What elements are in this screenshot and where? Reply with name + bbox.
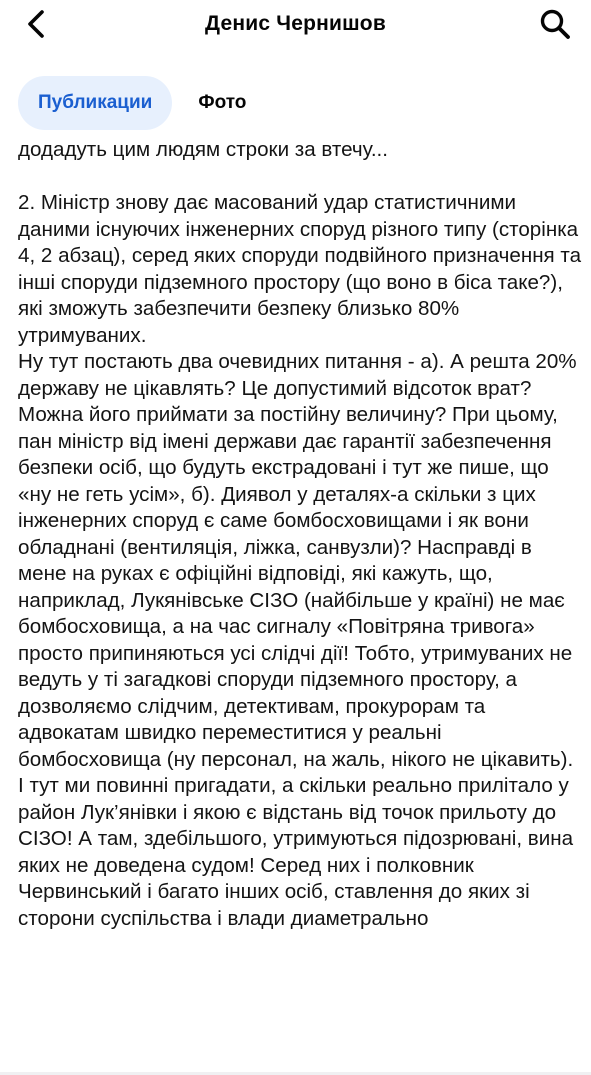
top-bar <box>0 0 591 52</box>
search-icon <box>539 8 571 40</box>
page-title: Денис Чернишов <box>205 12 386 35</box>
tab-photos[interactable]: Фото <box>198 92 247 113</box>
tab-publications[interactable]: Публикации <box>18 76 172 130</box>
post-text: додадуть цим людям строки за втечу... 2. Міністр знову дає масований удар статистичними даними існуючих інженерних споруд різного типу (сторінка 4, 2 абзац), серед яких споруди подвійного призначення та інші споруди підземного простору (що воно в біса таке?), які зможуть забезпечити безпеку близько 80% утримуваних. Ну тут постають два очевидних питання - а). А решта 20% державу не цікавлять? Це допустимий відсоток врат? Можна його приймати за постійну величину? При цьому, пан міністр від імені держави дає гарантії забезпечення безпеки осіб, що будуть екстрадовані і тут же пише, що «ну не геть усім», б). Диявол у деталях-а скільки з цих інженерних споруд є саме бомбосховищами і як вони обладнані (вентиляція, ліжка, санвузли)? Насправді в мене на руках є офіційні відповіді, які кажуть, що, наприклад, Лукянівське СІЗО (найбільше у країні) не має бомбосховища, а на час сигналу «Повітряна тривога» просто припиняються усі слідчі дії! Тобто, утримуваних не ведуть у ті загадкові споруди підземного простору, а дозволяємо слідчим, детективам, прокурорам та адвокатам швидко переместитися у реальні бомбосховища (ну персонал, на жаль, нікого не цікавить). І тут ми повинні пригадати, а скільки реально прилітало у район Лук’янівки і якою є відстань від точок прильоту до СІЗО! А там, здебільшого, утримуються підозрювані, вина яких не доведена судом! Серед них і полковник Червинський і багато інших осіб, ставлення до яких зі сторони суспільства і влади диаметрально <box>18 138 582 930</box>
profile-tabs <box>18 76 266 130</box>
search-button[interactable] <box>533 4 577 44</box>
